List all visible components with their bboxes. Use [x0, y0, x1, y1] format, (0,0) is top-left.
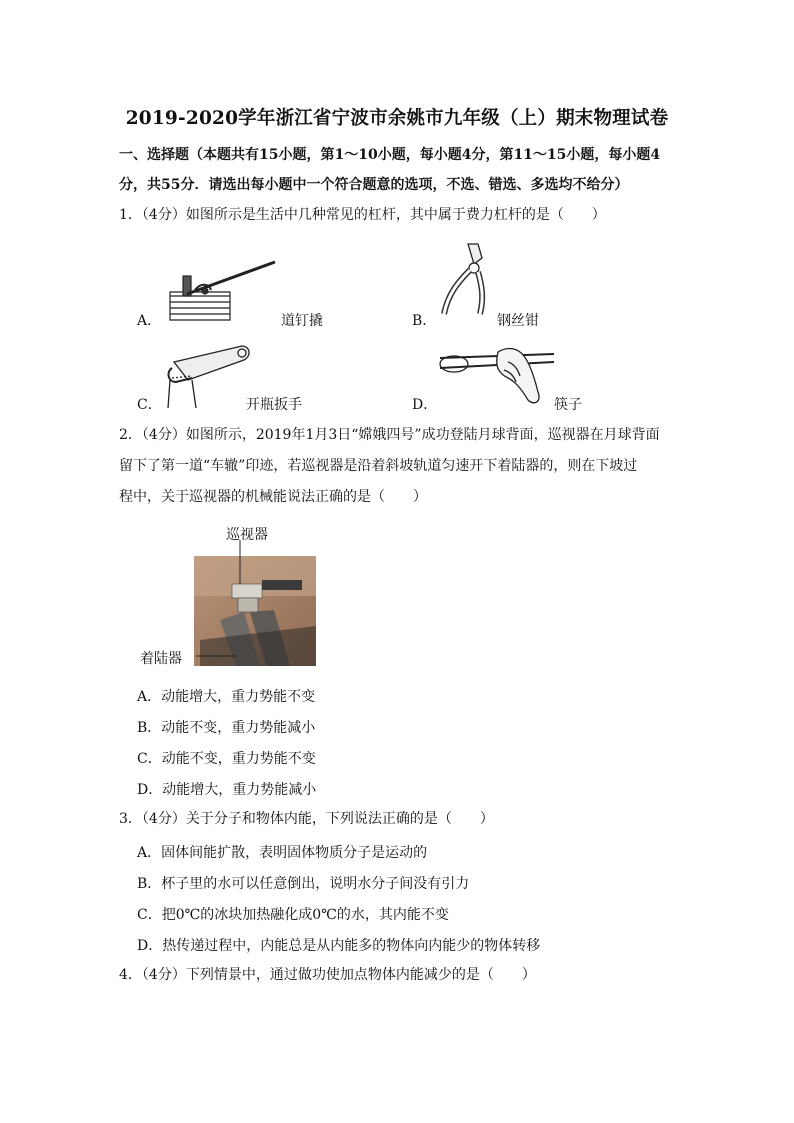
- rover-label: 巡视器: [226, 527, 268, 543]
- section-header-line1: 一、选择题（本题共有15小题，第1～10小题，每小题4分，第11～15小题，每小题4: [119, 147, 661, 163]
- question-3-stem: 3．（4分）关于分子和物体内能，下列说法正确的是（ ）: [119, 811, 494, 827]
- q1-option-c-letter: C．: [137, 397, 162, 413]
- q1-option-d-label: 筷子: [554, 397, 582, 413]
- q1-option-b-label: 钢丝钳: [497, 313, 539, 329]
- q2-choice-d: D．动能增大，重力势能减小: [137, 782, 317, 798]
- question-2-stem-line3: 程中，关于巡视器的机械能说法正确的是（ ）: [119, 489, 427, 505]
- q2-choice-c: C．动能不变，重力势能不变: [137, 751, 316, 767]
- q1-option-a-label: 道钉撬: [281, 313, 323, 329]
- q1-option-b-letter: B．: [412, 313, 437, 329]
- question-2-stem-line1: 2．（4分）如图所示，2019年1月3日“嫦娥四号”成功登陆月球背面，巡视器在月球背面: [119, 427, 660, 443]
- q3-choice-d: D．热传递过程中，内能总是从内能多的物体向内能少的物体转移: [137, 938, 541, 954]
- section-header-line2: 分，共55分．请选出每小题中一个符合题意的选项，不选、错选、多选均不给分）: [119, 177, 629, 193]
- q3-choice-a: A．固体间能扩散，表明固体物质分子是运动的: [137, 845, 428, 861]
- pliers-icon: [438, 242, 498, 320]
- q1-option-a-letter: A．: [137, 313, 162, 329]
- bottle-opener-icon: [162, 342, 252, 412]
- q2-choice-b: B．动能不变，重力势能减小: [137, 720, 316, 736]
- exam-title: 2019-2020学年浙江省宁波市余姚市九年级（上）期末物理试卷: [125, 108, 669, 129]
- question-2-stem-line2: 留下了第一道“车辙”印迹，若巡视器是沿着斜坡轨道匀速开下着陆器的，则在下坡过: [119, 458, 638, 474]
- chopsticks-icon: [438, 342, 558, 410]
- question-4-stem: 4．（4分）下列情景中，通过做功使加点物体内能减少的是（ ）: [119, 967, 536, 983]
- lander-label: 着陆器: [140, 651, 182, 667]
- q1-option-c-label: 开瓶扳手: [246, 397, 302, 413]
- question-1-stem: 1．（4分）如图所示是生活中几种常见的杠杆，其中属于费力杠杆的是（ ）: [119, 207, 606, 223]
- q2-choice-a: A．动能增大，重力势能不变: [137, 689, 316, 705]
- q3-choice-b: B．杯子里的水可以任意倒出，说明水分子间没有引力: [137, 876, 470, 892]
- crowbar-icon: [165, 256, 280, 326]
- q3-choice-c: C．把0℃的冰块加热融化成0℃的水，其内能不变: [137, 907, 449, 923]
- q1-option-d-letter: D．: [412, 397, 438, 413]
